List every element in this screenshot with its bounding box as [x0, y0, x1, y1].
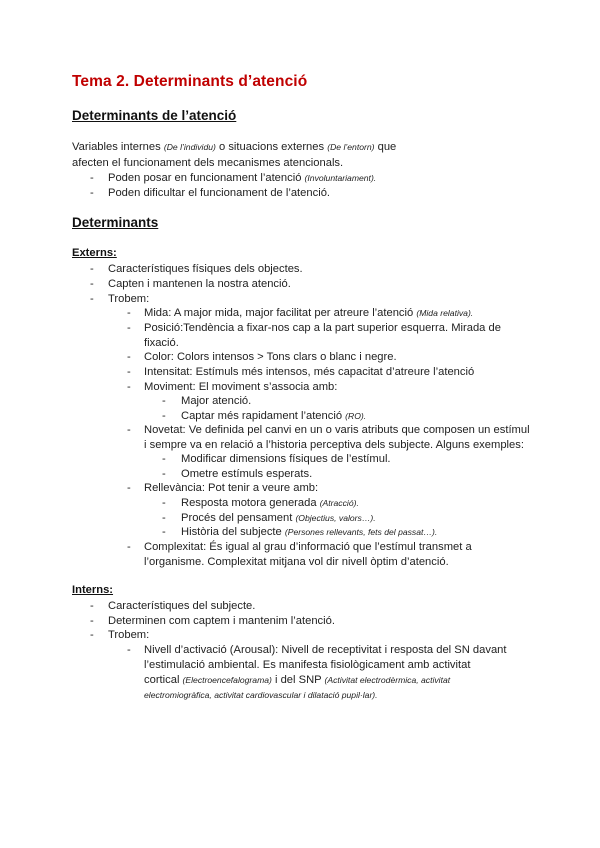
list-item: Major atenció.	[181, 395, 252, 407]
list-item: Nivell d’activació (Arousal): Nivell de receptivitat i resposta del SN davant	[144, 644, 507, 656]
bullet-dash: -	[90, 172, 94, 184]
bullet-dash: -	[162, 453, 166, 465]
list-item-continuation: i sempre va en relació a l’historia perceptiva dels subjecte. Alguns exemples:	[144, 439, 524, 451]
bullet-dash: -	[90, 187, 94, 199]
text-italic: (Involuntariament).	[304, 173, 377, 183]
bullet-dash: -	[127, 366, 131, 378]
text: cortical	[144, 674, 183, 686]
text: Captar més rapidament l’atenció	[181, 410, 346, 422]
bullet-dash: -	[127, 351, 131, 363]
bullet-dash: -	[127, 381, 131, 393]
list-item: Determinen com captem i mantenim l’atenció.	[108, 615, 335, 627]
text: i del SNP	[271, 674, 325, 686]
list-item: Novetat: Ve definida pel canvi en un o varis atributs que composen un estímul	[144, 424, 530, 436]
text-italic: electromiogràfica, activitat cardiovascular i dilatació pupil·lar).	[144, 690, 378, 700]
text-italic: (Activitat electrodèrmica, activitat	[324, 675, 451, 685]
text: Variables internes	[72, 141, 164, 153]
text-italic: (Mida relativa).	[416, 308, 474, 318]
text-italic: (Objectius, valors…).	[295, 513, 376, 523]
page-title: Tema 2. Determinants d’atenció	[72, 73, 308, 90]
bullet-dash: -	[162, 497, 166, 509]
bullet-dash: -	[162, 526, 166, 538]
text-italic: (De l’individu)	[163, 142, 216, 152]
list-item	[181, 525, 437, 540]
bullet-dash: -	[90, 629, 94, 641]
bullet-dash: -	[162, 512, 166, 524]
text: o situacions externes	[215, 141, 328, 153]
bullet-dash: -	[90, 615, 94, 627]
list-item: Complexitat: És igual al grau d’informació que l’estímul transmet a	[144, 541, 472, 553]
list-item: Modificar dimensions físiques de l’estímul.	[181, 453, 391, 465]
list-item: Trobem:	[108, 629, 150, 641]
text-italic: (Atracció).	[319, 498, 359, 508]
list-item: Ometre estímuls esperats.	[181, 468, 313, 480]
list-item	[181, 511, 376, 526]
list-item: Rellevància: Pot tenir a veure amb:	[144, 482, 319, 494]
bullet-dash: -	[127, 307, 131, 319]
text-italic: (Persones rellevants, fets del passat…).	[284, 527, 438, 537]
intro-line-1	[72, 140, 396, 155]
bullet-dash: -	[127, 482, 131, 494]
bullet-dash: -	[127, 541, 131, 553]
bullet-dash: -	[90, 263, 94, 275]
text-italic: (De l’entorn)	[327, 142, 375, 152]
text: Resposta motora generada	[181, 497, 320, 509]
bullet-dash: -	[127, 644, 131, 656]
text: Procés del pensament	[181, 512, 296, 524]
text: que	[374, 141, 397, 153]
list-item	[144, 306, 473, 321]
list-item: Capten i mantenen la nostra atenció.	[108, 278, 291, 290]
text-italic: (Electroencefalograma)	[182, 675, 272, 685]
heading-determinants-atencio: Determinants de l’atenció	[72, 108, 237, 123]
list-item: Poden dificultar el funcionament de l’atenció.	[108, 187, 331, 199]
list-item	[181, 409, 366, 424]
intro-line-2: afecten el funcionament dels mecanismes atencionals.	[72, 157, 344, 169]
text: Història del subjecte	[181, 526, 285, 538]
list-item	[181, 496, 359, 511]
text-italic: (RO).	[345, 411, 367, 421]
heading-externs: Externs:	[72, 247, 117, 259]
text: Mida: A major mida, major facilitat per atreure l’atenció	[144, 307, 417, 319]
text: Poden posar en funcionament l’atenció	[108, 172, 305, 184]
list-item-continuation	[144, 688, 378, 703]
list-item-continuation: l’organisme. Complexitat mitjana vol dir nivell òptim d’atenció.	[144, 556, 449, 568]
list-item: Color: Colors intensos > Tons clars o blanc i negre.	[144, 351, 397, 363]
bullet-dash: -	[162, 395, 166, 407]
bullet-dash: -	[162, 410, 166, 422]
bullet-dash: -	[127, 424, 131, 436]
list-item: Trobem:	[108, 293, 150, 305]
list-item: Moviment: El moviment s’associa amb:	[144, 381, 338, 393]
list-item-continuation: l’estimulació ambiental. Es manifesta fisiològicament amb activitat	[144, 659, 471, 671]
list-item: Posició:Tendència a fixar-nos cap a la part superior esquerra. Mirada de	[144, 322, 501, 334]
list-item-continuation	[144, 673, 450, 688]
list-item: Característiques físiques dels objectes.	[108, 263, 303, 275]
heading-determinants: Determinants	[72, 215, 159, 230]
bullet-dash: -	[90, 600, 94, 612]
list-item: Característiques del subjecte.	[108, 600, 256, 612]
list-item: Intensitat: Estímuls més intensos, més capacitat d’atreure l’atenció	[144, 366, 475, 378]
bullet-dash: -	[90, 293, 94, 305]
heading-interns: Interns:	[72, 584, 114, 596]
bullet-dash: -	[127, 322, 131, 334]
list-item-continuation: fixació.	[144, 337, 179, 349]
bullet-dash: -	[90, 278, 94, 290]
list-item	[108, 171, 376, 186]
bullet-dash: -	[162, 468, 166, 480]
